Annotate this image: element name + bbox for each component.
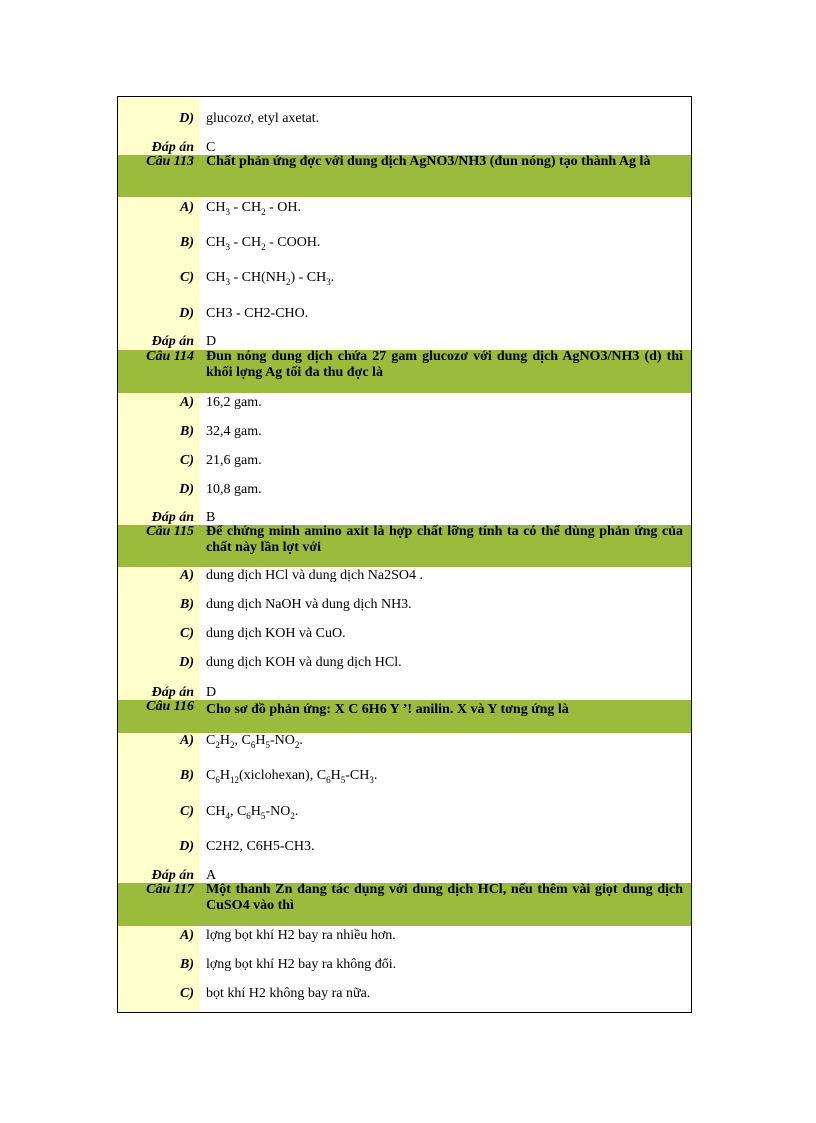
option-text: $CH_3 - CH_2$ - OH. — [206, 200, 301, 217]
option-text: 10,8 gam. — [206, 482, 262, 497]
option-label: B) — [180, 235, 194, 250]
question-header — [118, 350, 691, 393]
question-number: Câu 115 — [146, 524, 194, 539]
answer-value: A — [206, 868, 217, 883]
answer-label: Đáp án — [151, 510, 194, 525]
option-text: $CH_3 - CH(NH_2) - CH_3$. — [206, 270, 335, 287]
option-label: C) — [180, 453, 194, 468]
option-text: lợng bọt khí H2 bay ra nhiều hơn. — [206, 928, 396, 943]
option-label: D) — [179, 306, 194, 321]
question-text: Đun nóng dung dịch chứa 27 gam glucozơ với dung dịch AgNO3/NH3 (d) thì khối lợng Ag tối đa thu đợc là — [206, 349, 683, 380]
option-label: C) — [180, 986, 194, 1001]
option-label: A) — [180, 928, 194, 943]
option-text: bọt khí H2 không bay ra nữa. — [206, 986, 371, 1001]
option-label: C) — [180, 626, 194, 641]
option-text: glucozơ, etyl axetat. — [206, 111, 320, 126]
question-text: Cho sơ đồ phản ứng: X C 6H6 Y ’! anilin. X và Y tơng ứng là — [206, 702, 569, 717]
question-number: Câu 114 — [146, 349, 194, 364]
option-label: D) — [179, 655, 194, 670]
option-text: dung dịch KOH và CuO. — [206, 626, 346, 641]
option-text: $CH_4$, $C_6H_5-NO_2$. — [206, 804, 299, 821]
question-header — [118, 525, 691, 567]
answer-value: B — [206, 510, 216, 525]
option-text: 21,6 gam. — [206, 453, 262, 468]
option-text: dung dịch HCl và dung dịch Na2SO4 . — [206, 568, 423, 583]
question-number: Câu 116 — [146, 699, 194, 714]
option-label: B) — [180, 597, 194, 612]
option-text: 32,4 gam. — [206, 424, 262, 439]
answer-value: D — [206, 685, 217, 700]
question-header — [118, 700, 691, 733]
question-header — [118, 883, 691, 926]
answer-label: Đáp án — [151, 868, 194, 883]
answer-label: Đáp án — [151, 685, 194, 700]
question-number: Câu 117 — [146, 882, 194, 897]
option-label: D) — [179, 111, 194, 126]
question-table — [117, 96, 692, 1013]
option-text: $CH_3 - CH_2$ - COOH. — [206, 235, 321, 252]
option-text: CH3 - CH2-CHO. — [206, 306, 309, 321]
option-label: D) — [179, 839, 194, 854]
option-label: A) — [180, 395, 194, 410]
option-text: dung dịch NaOH và dung dịch NH3. — [206, 597, 412, 612]
option-label: C) — [180, 804, 194, 819]
option-text: dung dịch KOH và dung dịch HCl. — [206, 655, 402, 670]
question-text: Chất phản ứng đợc với dung dịch AgNO3/NH3 (đun nóng) tạo thành Ag là — [206, 154, 651, 169]
option-label: A) — [180, 568, 194, 583]
option-label: B) — [180, 424, 194, 439]
option-text: C2H2, C6H5-CH3. — [206, 839, 315, 854]
option-label: B) — [180, 957, 194, 972]
question-header — [118, 155, 691, 197]
option-text: $C_2H_2$, $C_6H_5-NO_2$. — [206, 733, 303, 750]
option-label: B) — [180, 768, 194, 783]
answer-value: D — [206, 334, 217, 349]
question-text: Để chứng minh amino axit là hợp chất lỡng tính ta có thể dùng phản ứng của chất này lần lợt với — [206, 524, 683, 555]
option-label: A) — [180, 200, 194, 215]
answer-value: C — [206, 140, 216, 155]
option-label: A) — [180, 733, 194, 748]
option-label: C) — [180, 270, 194, 285]
question-text: Một thanh Zn đang tác dụng với dung dịch HCl, nếu thêm vài giọt dung dịch CuSO4 vào thì — [206, 882, 683, 913]
option-label: D) — [179, 482, 194, 497]
option-text: lợng bọt khí H2 bay ra không đổi. — [206, 957, 397, 972]
question-number: Câu 113 — [146, 154, 194, 169]
option-text: 16,2 gam. — [206, 395, 262, 410]
answer-label: Đáp án — [151, 334, 194, 349]
answer-label: Đáp án — [151, 140, 194, 155]
option-text: $C_6H_{12}(xiclohexan)$, $C_6H_5-CH_3$. — [206, 768, 378, 785]
